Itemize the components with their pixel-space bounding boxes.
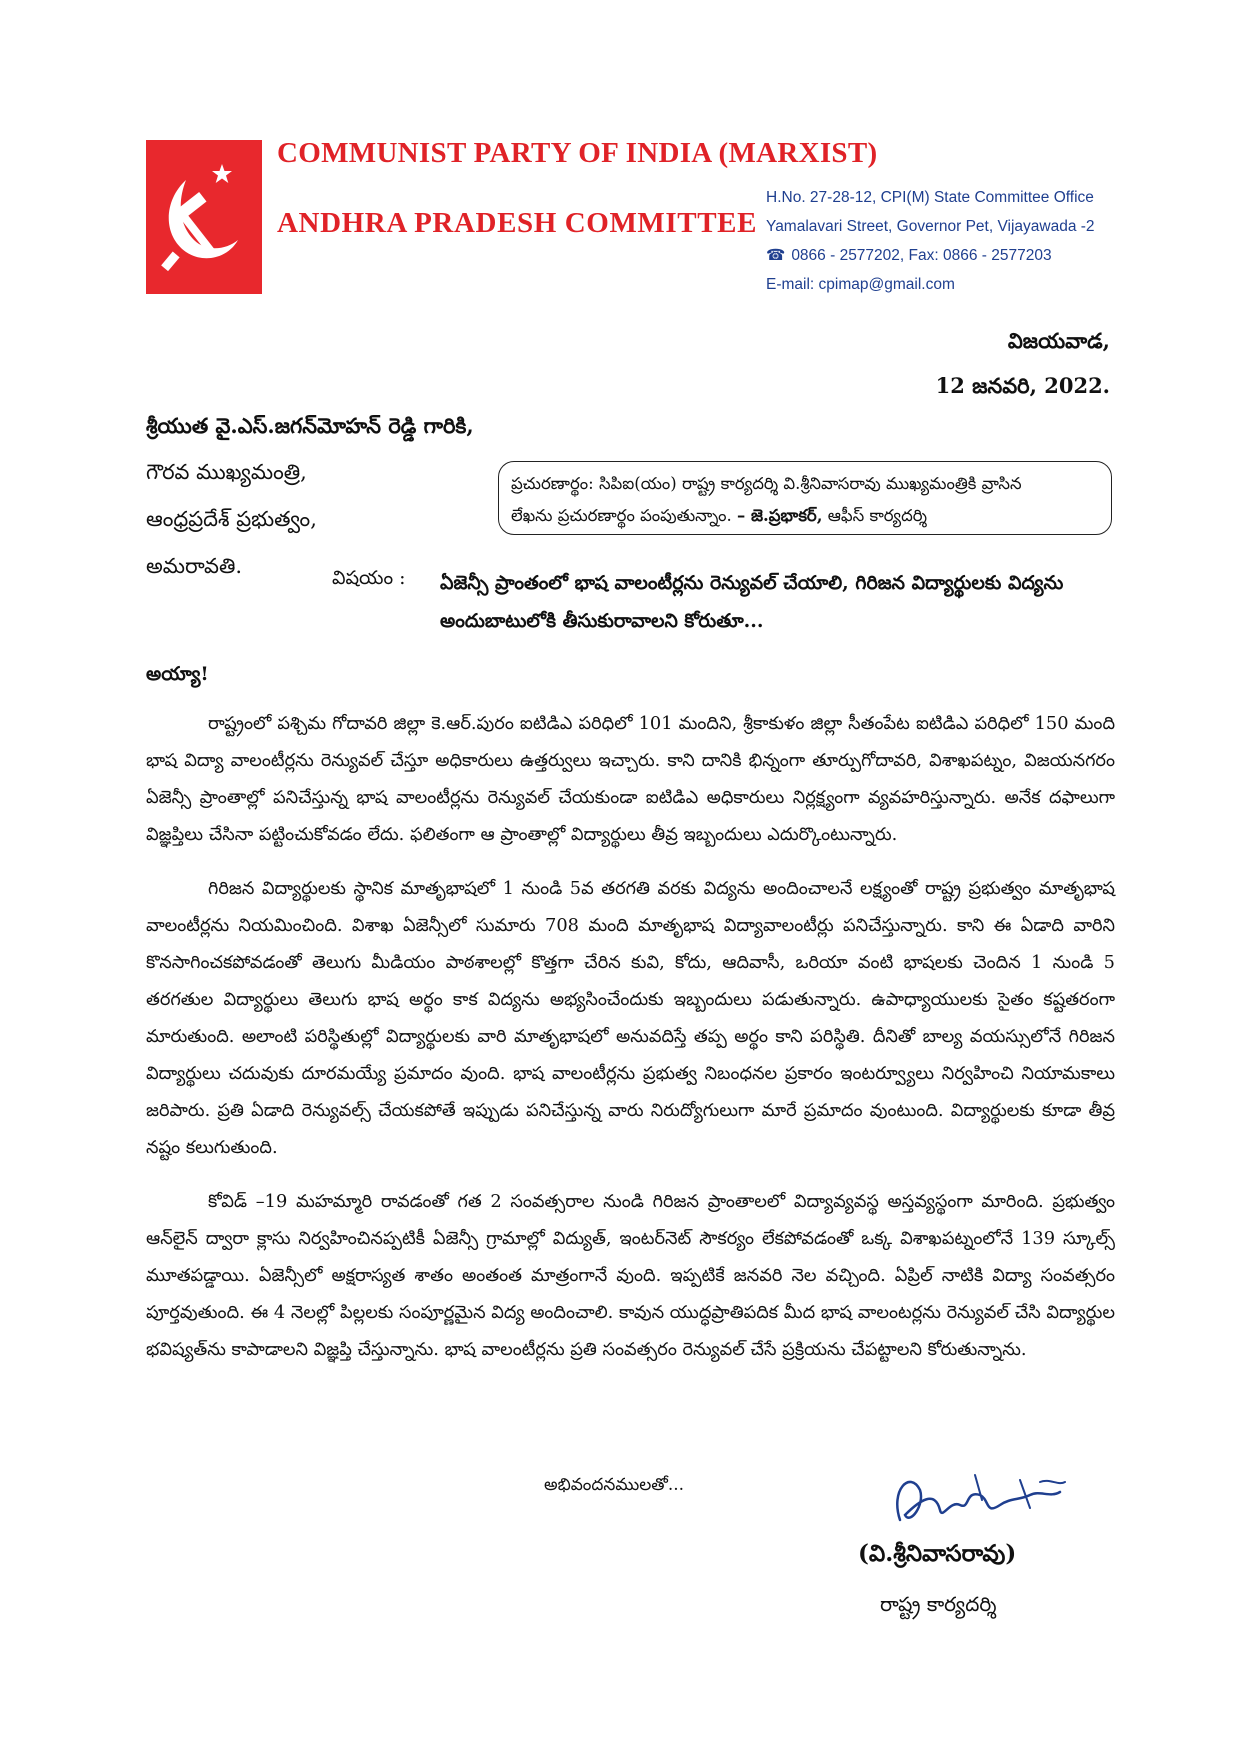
date-block (936, 318, 1110, 408)
press-note-label: ప్రచురణార్థం: (511, 474, 594, 493)
subject-text: ఏజెన్సీ ప్రాంతంలో భాష వాలంటీర్లను రెన్యువల్ చేయాలి, గిరిజన విద్యార్థులకు విద్యను అందుబాటులోకి తీసుకురావాలని కోరుతూ... (440, 572, 1064, 632)
party-name: COMMUNIST PARTY OF INDIA (MARXIST) (277, 137, 878, 169)
committee-name: ANDHRA PRADESH COMMITTEE (277, 207, 758, 239)
press-note-line-1 (511, 468, 1099, 500)
handwritten-signature (880, 1460, 1080, 1544)
signatory-title: రాష్ట్ర కార్యదర్శి (880, 1592, 997, 1616)
party-logo (146, 140, 262, 294)
date-value: 12 జనవరి, 2022. (935, 373, 1110, 398)
closing: అభివందనములతో... (544, 1475, 685, 1495)
body-paragraph-2: గిరిజన విద్యార్థులకు స్థానిక మాతృభాషలో 1 నుండి 5వ తరగతి వరకు విద్యను అందించాలనే లక్ష్యంతో రాష్ట్ర ప్రభుత్వం మాతృభాష వాలంటీర్లను నియమించింది. విశాఖ ఏజెన్సీలో సుమారు 708 మంది మాతృభాష విద్యావాలంటీర్లు పనిచేస్తున్నారు. కాని ఈ ఏడాది వారిని కొనసాగించకపోవడంతో తెలుగు మీడియం పాఠశాలల్లో కొత్తగా చేరిన కువి, కోదు, ఆదివాసీ, ఒరియా వంటి భాషలకు చెందిన 1 నుండి 5 తరగతుల విద్యార్థులు తెలుగు భాష అర్థం కాక విద్యను అభ్యసించేందుకు ఇబ్బందులు పడుతున్నారు. ఉపాధ్యాయులకు సైతం కష్టతరంగా మారుతుంది. అలాంటి పరిస్థితుల్లో విద్యార్థులకు వారి మాతృభాషలో అనువదిస్తే తప్ప అర్థం కాని పరిస్థితి. దీనితో బాల్య వయస్సులోనే గిరిజన విద్యార్థులు చదువుకు దూరమయ్యే ప్రమాదం వుంది. భాష వాలంటీర్లను ప్రభుత్వ నిబంధనల ప్రకారం ఇంటర్వ్యూలు నిర్వహించి నియామకాలు జరిపారు. ప్రతి ఏడాది రెన్యువల్స్ చేయకపోతే ఇప్పుడు పనిచేస్తున్న వారు నిరుద్యోగులుగా మారే ప్రమాదం వుంటుంది. విద్యార్థులకు కూడా తీవ్ర నష్టం కలుగుతుంది. (146, 878, 1115, 1158)
body-paragraph-3: కోవిడ్ –19 మహమ్మారి రావడంతో గత 2 సంవత్సరాల నుండి గిరిజన ప్రాంతాలలో విద్యావ్యవస్థ అస్తవ్యస్థంగా మారింది. ప్రభుత్వం ఆన్‌లైన్ ద్వారా క్లాసు నిర్వహించినప్పటికీ ఏజెన్సీ గ్రామాల్లో విద్యుత్, ఇంటర్‌నెట్ సౌకర్యం లేకపోవడంతో ఒక్క విశాఖపట్నంలోనే 139 స్కూల్స్ మూతపడ్డాయి. ఏజెన్సీలో అక్షరాస్యత శాతం అంతంత మాత్రంగానే వుంది. ఇప్పటికే జనవరి నెల వచ్చింది. ఏప్రిల్ నాటికి విద్యా సంవత్సరం పూర్తవుతుంది. ఈ 4 నెలల్లో పిల్లలకు సంపూర్ణమైన విద్య అందించాలి. కావున యుద్ధప్రాతిపదిక మీద భాష వాలంటర్లను రెన్యువల్ చేసి విద్యార్థుల భవిష్యత్‌ను కాపాడాలని విజ్ఞప్తి చేస్తున్నాను. భాష వాలంటీర్లను ప్రతి సంవత్సరం రెన్యువల్ చేసే ప్రక్రియను చేపట్టాలని కోరుతున్నాను. (146, 1191, 1115, 1360)
addressee-line-2: గౌరవ ముఖ్యమంత్రి, (146, 460, 307, 484)
press-note-text-2: లేఖను ప్రచురణార్థం పంపుతున్నాం. (511, 506, 732, 525)
phone-text: 0866 - 2577202, Fax: 0866 - 2577203 (791, 247, 1052, 264)
body-paragraph-1: రాష్ట్రంలో పశ్చిమ గోదావరి జిల్లా కె.ఆర్.పురం ఐటిడిఎ పరిధిలో 101 మందిని, శ్రీకాకుళం జిల్లా సీతంపేట ఐటిడిఎ పరిధిలో 150 మంది భాష విద్యా వాలంటీర్లను రెన్యువల్ చేస్తూ అధికారులు ఉత్తర్వులు ఇచ్చారు. కాని దానికి భిన్నంగా తూర్పుగోదావరి, విశాఖపట్నం, విజయనగరం ఏజెన్సీ ప్రాంతాల్లో పనిచేస్తున్న భాష వాలంటీర్లను రెన్యువల్ చేయకుండా ఐటిడిఎ అధికారులు నిర్లక్ష్యంగా వ్యవహరిస్తున్నారు. అనేక దఫాలుగా విజ్ఞప్తిలు చేసినా పట్టించుకోవడం లేదు. ఫలితంగా ఆ ప్రాంతాల్లో విద్యార్థులు తీవ్ర ఇబ్బందులు ఎదుర్కొంటున్నారు. (146, 713, 1115, 845)
address-line-1: H.No. 27-28-12, CPI(M) State Committee Office (766, 189, 1094, 206)
address-line-2: Yamalavari Street, Governor Pet, Vijayawada -2 (766, 218, 1095, 235)
date-place: విజయవాడ, (1007, 328, 1110, 353)
press-note-line-2 (511, 500, 1099, 532)
email-line: E-mail: cpimap@gmail.com (766, 276, 955, 293)
press-note-box (498, 461, 1112, 535)
press-note-sign: – జె.ప్రభాకర్, (736, 506, 823, 525)
addressee-line-3: ఆంధ్రప్రదేశ్ ప్రభుత్వం, (146, 507, 317, 531)
press-note-sign-role: ఆఫీస్ కార్యదర్శి (827, 506, 927, 525)
letter-body (146, 705, 1115, 1385)
press-note-text-1: సిపిఐ(యం) రాష్ట్ర కార్యదర్శి వి.శ్రీనివాసరావు ముఖ్యమంత్రికి వ్రాసిన (598, 474, 1022, 493)
signatory-name: (వి.శ్రీనివాసరావు) (858, 1540, 1017, 1567)
addressee (146, 402, 474, 590)
subject-label: విషయం : (332, 567, 406, 589)
phone-line (766, 241, 1095, 270)
phone-icon: ☎ (766, 247, 786, 264)
hammer-sickle-icon (146, 140, 262, 294)
addressee-line-4: అమరావతి. (146, 554, 243, 578)
office-address (766, 183, 1095, 299)
greeting: అయ్యా! (146, 663, 209, 685)
addressee-name: శ్రీయుత వై.ఎస్.జగన్‌మోహన్ రెడ్డి గారికి, (146, 413, 474, 438)
